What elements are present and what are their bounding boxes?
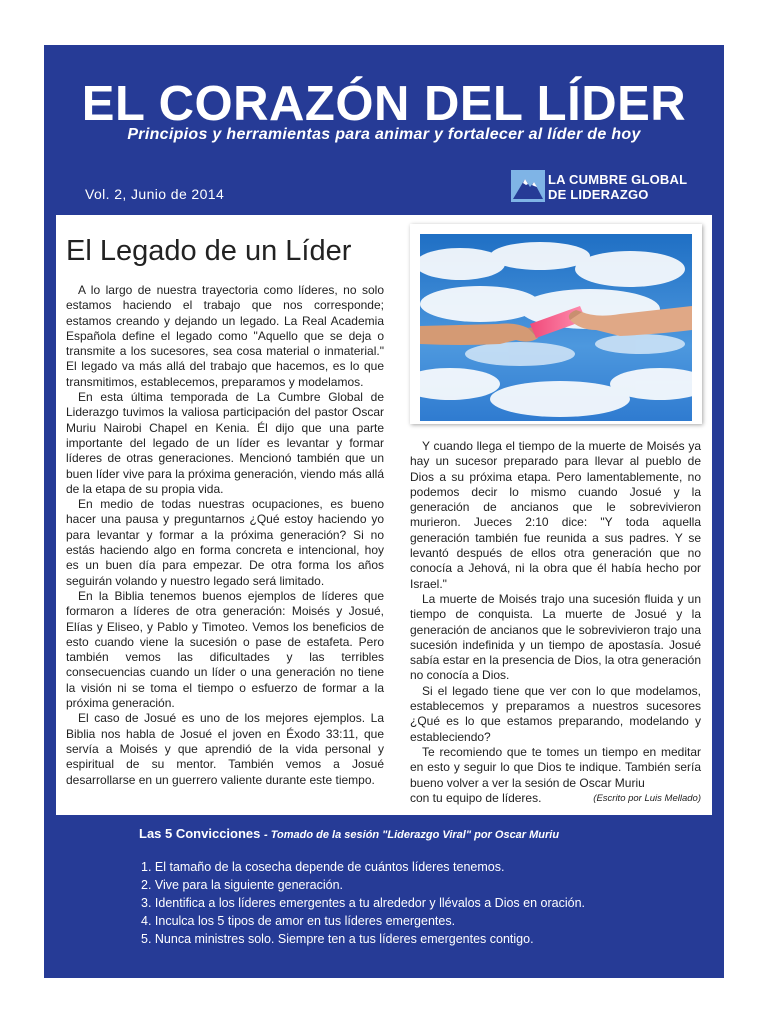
paragraph: Si el legado tiene que ver con lo que modelamos, establecemos y preparamos a nuestros sucesores ¿Qué es lo que estamos preparando, modelando y estableciendo? bbox=[410, 683, 701, 744]
article-photo-frame bbox=[410, 224, 702, 424]
paragraph: En medio de todas nuestras ocupaciones, es bueno hacer una pausa y preguntarnos ¿Qué estoy haciendo yo para levantar y formar a la próxima generación? Si no estás haciendo algo en forma concreta e intencional, hoy es un buen día para empezar. De otra forma los años seguirán volando y nuestro legado será limitado. bbox=[66, 497, 384, 588]
paragraph: Y cuando llega el tiempo de la muerte de Moisés ya hay un sucesor preparado para llevar al pueblo de Dios a su próxima etapa. Pero lamentablemente, no podemos decir lo mismo cuando Josué y la generación de ancianos que le sobrevivieron murieron. Jueces 2:10 dice: "Y toda aquella generación también fue reunida a sus padres. Y se levantó después de ellos otra generación que no conocía a Jehová, ni la obra que él había hecho por Israel." bbox=[410, 439, 701, 591]
logo-line-1: LA CUMBRE GLOBAL bbox=[548, 172, 688, 187]
hands-passing-baton-sky-photo bbox=[420, 234, 692, 421]
volume-date: Vol. 2, Junio de 2014 bbox=[85, 186, 225, 202]
logo-line-2: DE LIDERAZGO bbox=[548, 187, 649, 202]
list-item: 4. Inculca los 5 tipos de amor en tus líderes emergentes. bbox=[141, 914, 456, 928]
convictions-title: Las 5 Convicciones bbox=[139, 826, 261, 841]
list-item: 3. Identifica a los líderes emergentes a tu alrededor y llévalos a Dios en oración. bbox=[141, 896, 585, 910]
paragraph: En la Biblia tenemos buenos ejemplos de líderes que formaron a líderes de otra generación: Moisés y Josué, Elías y Eliseo, y Pablo y Timoteo. Vemos los beneficios de esto cuando viene la sucesión o pase de estafeta. Pero también vemos las dificultades y las terribles consecuencias cuando un líder o una generación no tiene la visión ni se toma el tiempo o esfuerzo de formar a la próxima generación. bbox=[66, 588, 384, 711]
logo-text bbox=[548, 172, 687, 202]
article-column-left bbox=[66, 283, 384, 788]
closing-line bbox=[410, 791, 701, 806]
masthead bbox=[44, 45, 724, 215]
closing-text: con tu equipo de líderes. bbox=[410, 790, 542, 805]
list-item: 1. El tamaño de la cosecha depende de cuántos líderes tenemos. bbox=[141, 860, 505, 874]
convictions-source: - Tomado de la sesión "Liderazgo Viral" por Oscar Muriu bbox=[264, 829, 560, 841]
article-title: El Legado de un Líder bbox=[66, 235, 352, 267]
paragraph: Te recomiendo que te tomes un tiempo en meditar en esto y seguir lo que Dios te indique. También sería bueno volver a ver la sesión de Oscar Muriu bbox=[410, 744, 701, 790]
convictions-heading bbox=[139, 826, 559, 841]
paragraph: A lo largo de nuestra trayectoria como líderes, no solo estamos haciendo el trabajo que nos corresponde; estamos creando y dejando un legado. La Real Academia Española define el legado como "Aquello que se deja o transmite a los sucesores, sea cosa material o inmaterial." El legado va más allá del trabajo que hacemos, es lo que transmitimos, establecemos, preparamos y modelamos. bbox=[66, 283, 384, 389]
author-credit: (Escrito por Luis Mellado) bbox=[593, 792, 701, 804]
mountain-logo-icon bbox=[511, 170, 545, 202]
article-column-right bbox=[410, 439, 701, 806]
convictions-list bbox=[141, 858, 585, 948]
list-item: 2. Vive para la siguiente generación. bbox=[141, 878, 343, 892]
newsletter-title: EL CORAZÓN DEL LÍDER bbox=[81, 77, 687, 131]
paragraph: La muerte de Moisés trajo una sucesión fluida y un tiempo de conquista. La muerte de Josué y la generación de ancianos que le sobrevivieron trajo una sucesión indefinida y un tiempo de apostasía. Josué sabía estar en la presencia de Dios, la otra generación no conocía a Dios. bbox=[410, 591, 701, 683]
article-panel bbox=[56, 215, 712, 815]
list-item: 5. Nunca ministres solo. Siempre ten a tus líderes emergentes contigo. bbox=[141, 932, 534, 946]
paragraph: En esta última temporada de La Cumbre Global de Liderazgo tuvimos la valiosa participación del pastor Oscar Muriu Nairobi Chapel en Kenia. Él dijo que una parte importante del legado de un líder es levantar y formar líderes de otras generaciones. Mencionó también que un buen líder vive para la próxima generación, viendo más allá de la etapa de su propia vida. bbox=[66, 390, 384, 496]
paragraph: El caso de Josué es uno de los mejores ejemplos. La Biblia nos habla de Josué el joven en Éxodo 33:11, que servía a Moisés y que aprendió de la vida personal y espiritual de su mentor. También vemos a Josué desarrollarse en un guerrero valiente durante este tiempo. bbox=[66, 711, 384, 787]
organization-logo bbox=[511, 170, 691, 204]
newsletter-subtitle: Principios y herramientas para animar y fortalecer al líder de hoy bbox=[127, 126, 641, 143]
convictions-box bbox=[44, 815, 724, 978]
